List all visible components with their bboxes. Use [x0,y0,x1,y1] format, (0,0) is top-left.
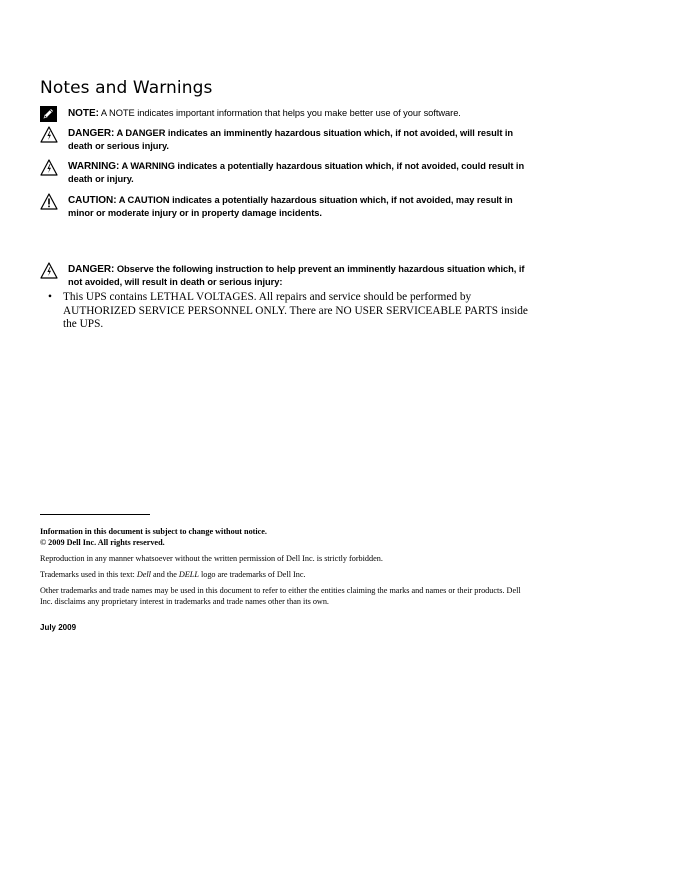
trademarks-dell: Dell [136,570,151,579]
trademarks-dell-logo: DELL [178,570,199,579]
danger-instruction-electric-icon [40,262,58,279]
danger-instruction-body: Observe the following instruction to help prevent an imminently hazardous situation which, if not avoided, will result in death or serious injury: [68,264,525,287]
danger-text [68,127,540,153]
reproduction-notice: Reproduction in any manner whatsoever without the written permission of Dell Inc. is strictly forbidden. [40,554,383,563]
instruction-list [48,291,538,332]
danger-electric-icon [40,126,58,143]
caution-text [68,194,540,220]
danger-instruction-lead: DANGER: [68,264,115,275]
change-notice-text: Information in this document is subject to change without notice. [40,527,267,536]
danger-instruction-text [68,263,540,289]
danger-lead: DANGER: [68,128,115,139]
footnote-divider [40,514,150,515]
other-trademarks-notice: Other trademarks and trade names may be used in this document to refer to either the entities claiming the marks and names or their products. Dell Inc. disclaims any proprietary interest in trademarks and trade names other than its own. [40,586,521,606]
list-item [48,291,538,332]
note-pencil-icon [40,106,58,123]
bullet-emphasis-lethal: LETHAL VOLTAGES [149,291,254,303]
danger-body: A DANGER indicates an imminently hazardous situation which, if not avoided, will result in death or serious injury. [68,128,514,151]
caution-exclamation-icon [40,193,58,210]
trademarks-text-2: and the [150,570,179,579]
bullet-icon: • [48,291,52,303]
note-text [68,107,540,120]
change-notice [40,526,520,548]
bullet-emphasis-personnel: AUTHORIZED SERVICE PERSONNEL ONLY [63,304,285,317]
note-lead: NOTE: [68,108,99,119]
bullet-text-3: . There are [284,304,336,317]
bullet-text-1: This UPS contains [63,291,150,303]
warning-text [68,160,540,186]
caution-lead: CAUTION: [68,195,117,206]
bullet-emphasis-parts: NO USER SERVICEABLE PARTS [335,304,499,317]
trademarks-notice [40,569,520,580]
note-body: A NOTE indicates important information that helps you make better use of your software. [100,108,461,118]
trademarks-text-3: logo are trademarks of Dell Inc. [198,570,306,579]
warning-electric-icon [40,159,58,176]
warning-lead: WARNING: [68,161,120,172]
bullet-text-4: inside the UPS. [63,304,528,330]
warning-body: A WARNING indicates a potentially hazardous situation which, if not avoided, could result in death or injury. [68,161,525,184]
page-title: Notes and Warnings [40,78,213,98]
publication-date: July 2009 [40,623,77,632]
trademarks-text-1: Trademarks used in this text: [40,570,137,579]
bullet-text-2: . All repairs and service should be performed by [253,291,472,303]
caution-body: A CAUTION indicates a potentially hazardous situation which, if not avoided, may result in minor or moderate injury or in property damage incidents. [68,195,513,218]
copyright-text: © 2009 Dell Inc. All rights reserved. [40,538,165,547]
